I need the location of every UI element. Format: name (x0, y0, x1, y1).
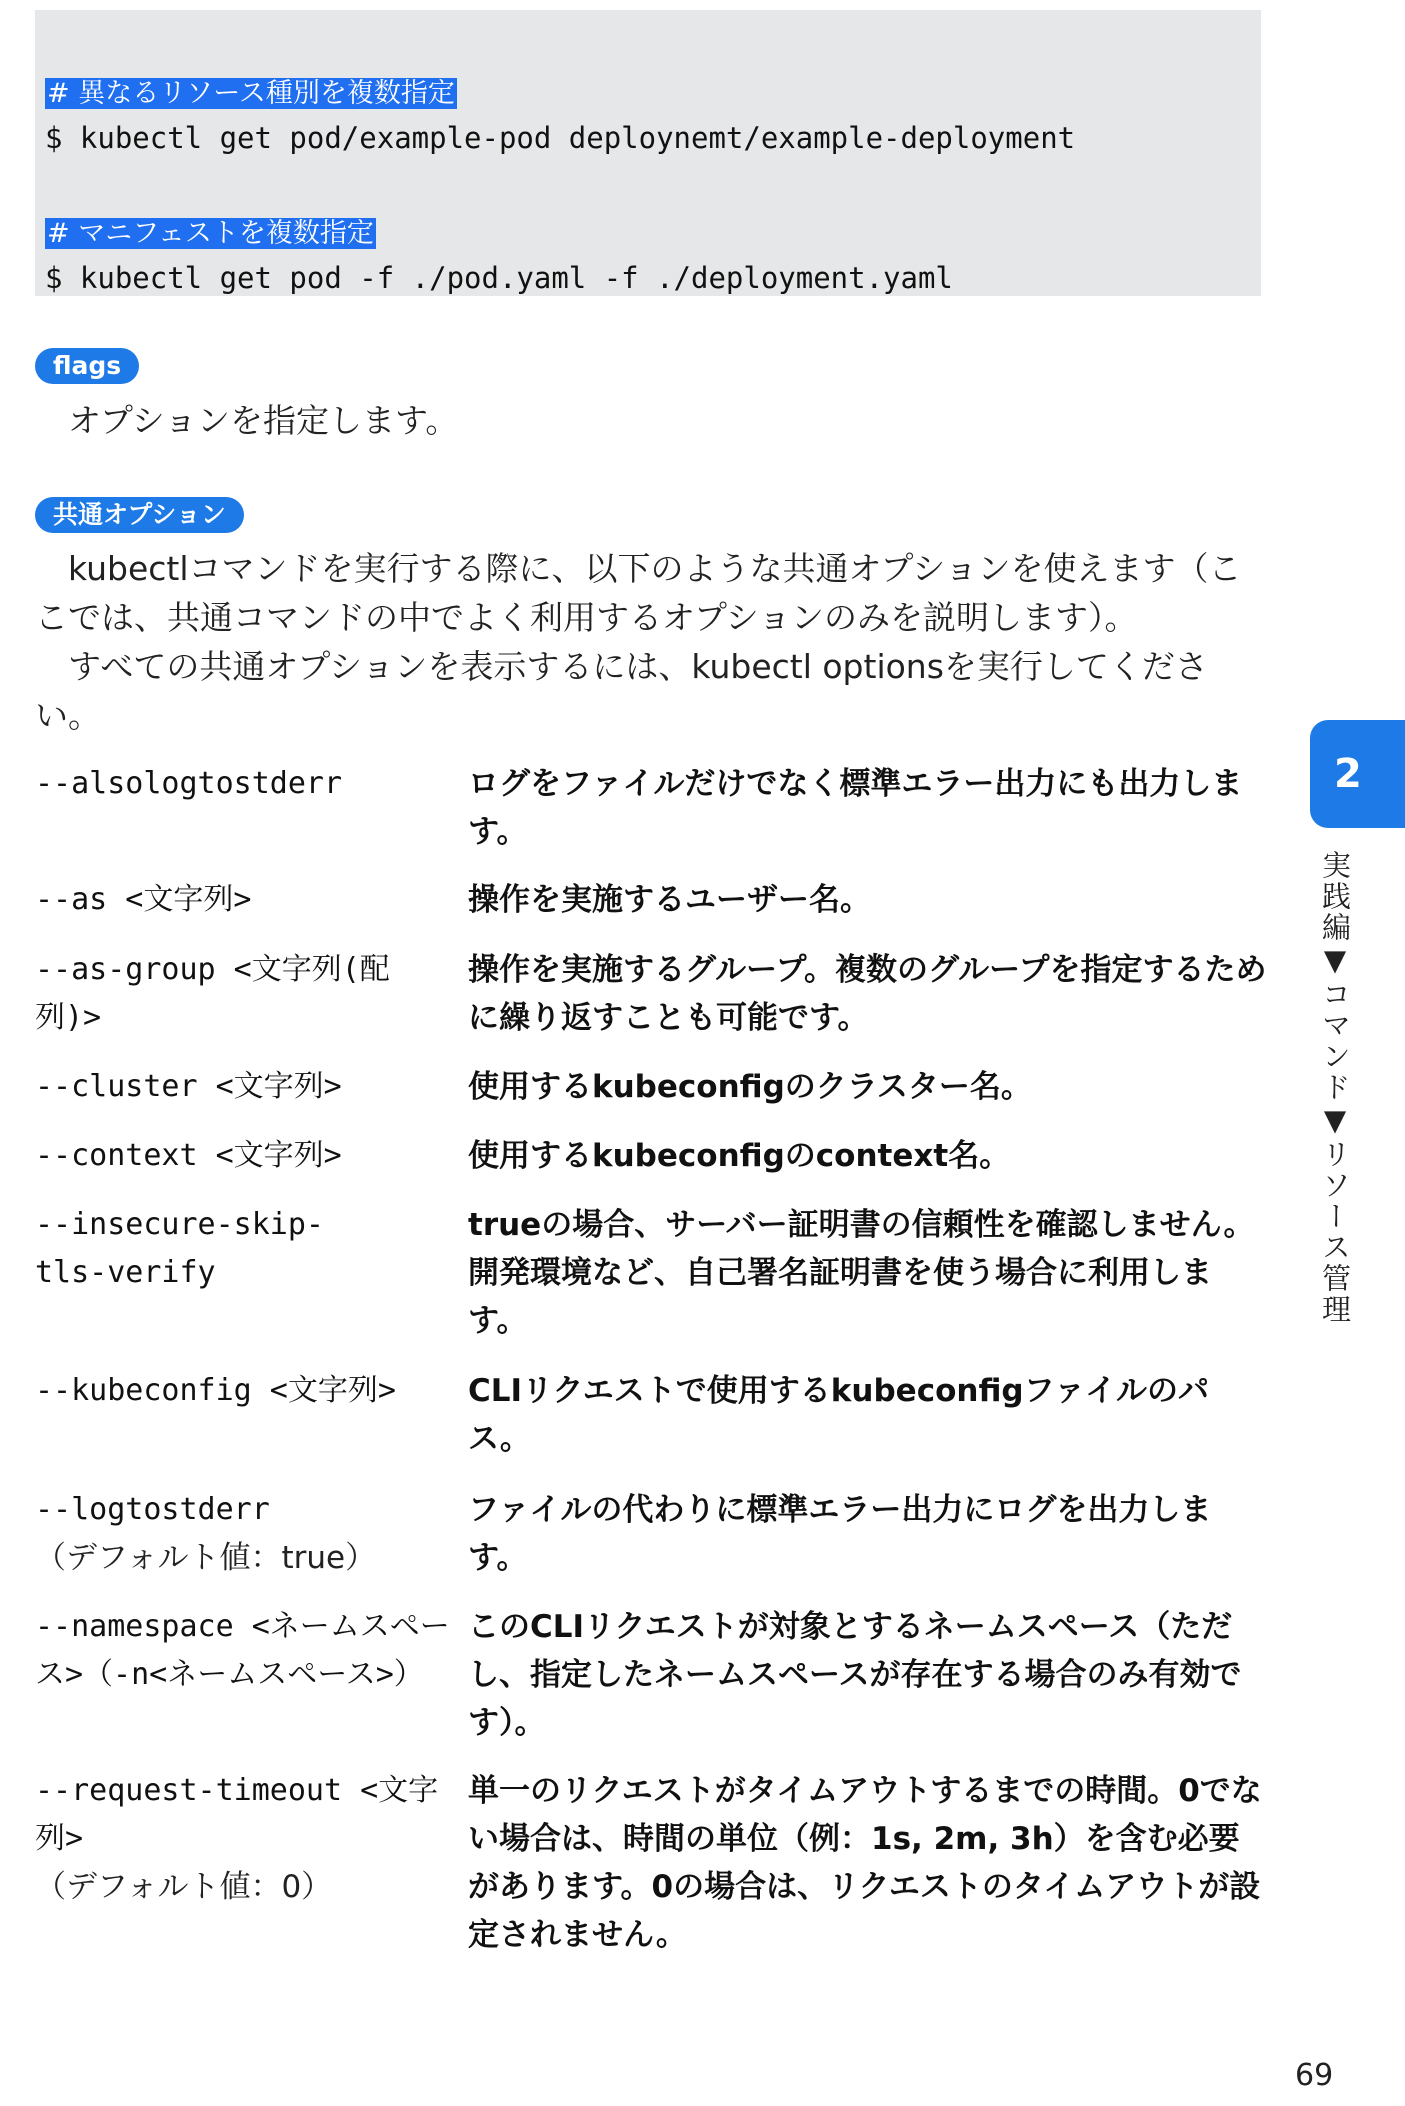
page-number: 69 (1295, 2058, 1334, 2093)
section-path: 実践編▼コマンド▼リソース管理 (1318, 850, 1352, 1325)
common-options-paragraph (35, 544, 1261, 642)
option-name: --as-group <文字列(配列)> (35, 952, 390, 1035)
option-name: --logtostderr (35, 1492, 270, 1527)
option-name: --cluster <文字列> (35, 1069, 342, 1104)
option-name: --insecure-skip-tls-verify (35, 1207, 324, 1290)
option-default-note: （デフォルト値：true） (35, 1540, 377, 1576)
option-name: --request-timeout <文字列> (35, 1773, 439, 1856)
flags-description (35, 396, 1261, 445)
code-comment: # マニフェストを複数指定 (47, 218, 374, 249)
code-block (35, 10, 1261, 296)
code-command: $ kubectl get pod -f ./pod.yaml -f ./deployment.yaml (45, 261, 953, 295)
common-options-text: kubectlコマンドを実行する際に、以下のような共通オプションを使えます（ここでは、共通コマンドの中でよく利用するオプションのみを説明します）。 (35, 549, 1242, 637)
chapter-tab: 2 (1310, 720, 1405, 828)
option-description: trueの場合、サーバー証明書の信頼性を確認しません。開発環境など、自己署名証明書を使う場合に利用します。 (468, 1207, 1255, 1339)
option-name-block (35, 1486, 455, 1582)
code-comment-line (45, 72, 457, 112)
option-name: --context <文字列> (35, 1138, 342, 1173)
option-description: 操作を実施するユーザー名。 (468, 882, 871, 918)
option-description: ログをファイルだけでなく標準エラー出力にも出力します。 (468, 766, 1243, 850)
option-description: 単一のリクエストがタイムアウトするまでの時間。0でない場合は、時間の単位（例：1s, 2m, 3h）を含む必要があります。0の場合は、リクエストのタイムアウトが設定されません。 (468, 1773, 1262, 1953)
option-description: 使用するkubeconfigのcontext名。 (468, 1138, 1011, 1174)
code-comment-line (45, 212, 376, 252)
flags-text: オプションを指定します。 (68, 401, 459, 440)
option-name: --kubeconfig <文字列> (35, 1373, 396, 1408)
option-name: --namespace <ネームスペース>（-n<ネームスペース>） (35, 1609, 450, 1692)
option-description: 使用するkubeconfigのクラスター名。 (468, 1069, 1032, 1105)
option-name: --alsologtostderr (35, 766, 343, 801)
common-options-badge: 共通オプション (35, 497, 244, 533)
flags-badge: flags (35, 348, 139, 384)
option-name-block (35, 1767, 455, 1911)
common-options-paragraph-2 (35, 642, 1261, 740)
option-default-note: （デフォルト値：0） (35, 1869, 333, 1905)
option-description: このCLIリクエストが対象とするネームスペース（ただし、指定したネームスペースが存在する場合のみ有効です）。 (468, 1609, 1242, 1741)
option-name: --as <文字列> (35, 882, 252, 917)
option-description: 操作を実施するグループ。複数のグループを指定するために繰り返すことも可能です。 (468, 952, 1267, 1036)
code-comment: # 異なるリソース種別を複数指定 (47, 78, 455, 109)
option-description: CLIリクエストで使用するkubeconfigファイルのパス。 (468, 1373, 1209, 1457)
option-description: ファイルの代わりに標準エラー出力にログを出力します。 (468, 1492, 1212, 1576)
code-command: $ kubectl get pod/example-pod deploynemt/example-deployment (45, 121, 1076, 155)
common-options-text-2: すべての共通オプションを表示するには、kubectl optionsを実行してください。 (35, 647, 1208, 735)
